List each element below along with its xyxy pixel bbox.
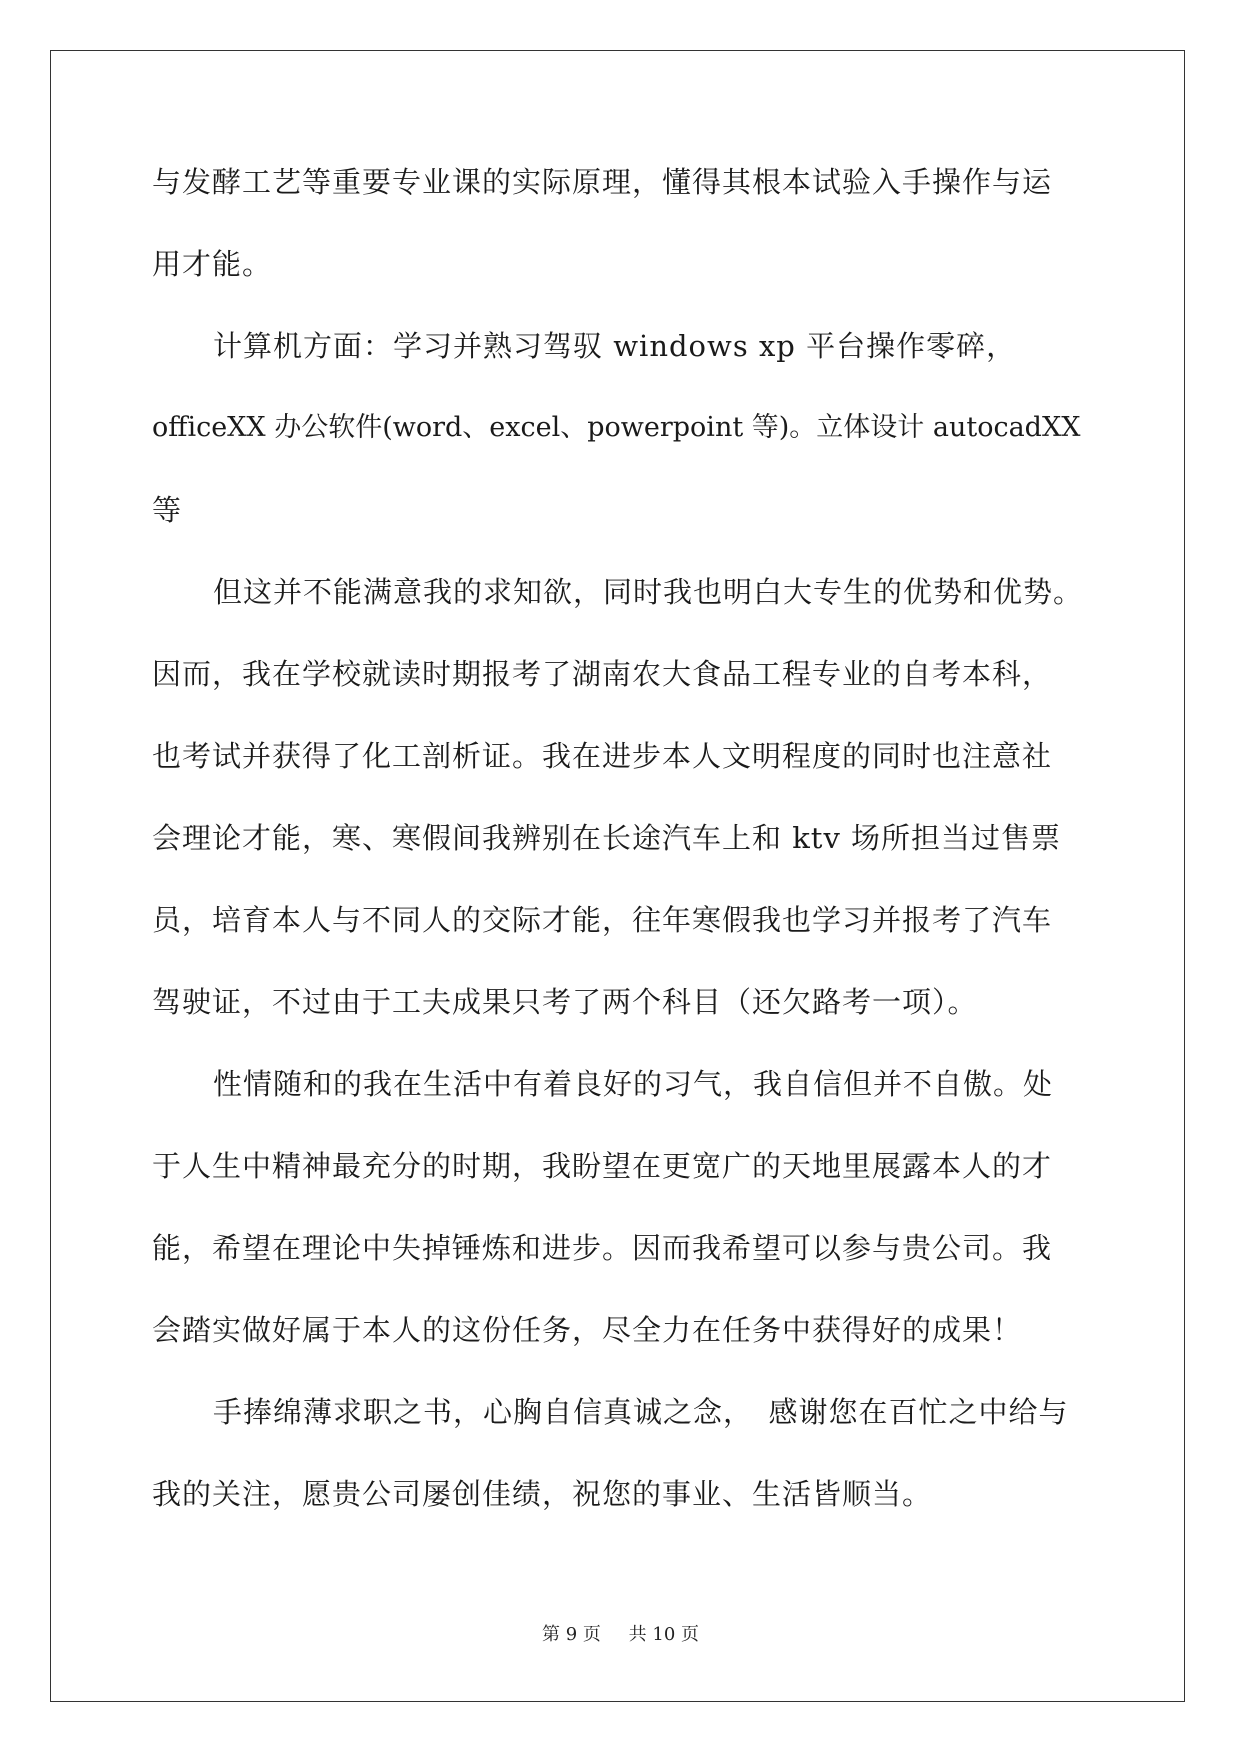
page-number: 第 9 页 (542, 1624, 601, 1645)
text-line: 于人生中精神最充分的时期，我盼望在更宽广的天地里展露本人的才 (152, 1149, 1053, 1183)
text-line: 等 (152, 493, 183, 527)
text-line: 性情随和的我在生活中有着良好的习气，我自信但并不自傲。处 (213, 1067, 1054, 1101)
text-line: 但这并不能满意我的求知欲，同时我也明白大专生的优势和优势。 (213, 575, 1084, 609)
page-footer (0, 1620, 1241, 1646)
text-line: 计算机方面：学习并熟习驾驭 windows xp 平台操作零碎， (213, 329, 1017, 363)
text-line: 会理论才能，寒、寒假间我辨别在长途汽车上和 ktv 场所担当过售票 (152, 821, 1062, 855)
document-body (152, 162, 1092, 1556)
page-count: 共 10 页 (628, 1624, 699, 1645)
text-line: 我的关注，愿贵公司屡创佳绩，祝您的事业、生活皆顺当。 (152, 1477, 933, 1511)
text-line: 用才能。 (152, 247, 273, 281)
text-line: 驾驶证，不过由于工夫成果只考了两个科目（还欠路考一项）。 (152, 985, 978, 1019)
text-line: officeXX 办公软件(word、excel、powerpoint 等)。立体设计 autocadXX (152, 412, 1081, 443)
text-line: 手捧绵薄求职之书，心胸自信真诚之念， 感谢您在百忙之中给与 (213, 1395, 1069, 1429)
text-line: 因而，我在学校就读时期报考了湖南农大食品工程专业的自考本科， (152, 657, 1053, 691)
text-line: 与发酵工艺等重要专业课的实际原理，懂得其根本试验入手操作与运 (152, 165, 1053, 199)
text-line: 员，培育本人与不同人的交际才能，往年寒假我也学习并报考了汽车 (152, 903, 1053, 937)
text-line: 能，希望在理论中失掉锤炼和进步。因而我希望可以参与贵公司。我 (152, 1231, 1053, 1265)
text-line: 会踏实做好属于本人的这份任务，尽全力在任务中获得好的成果！ (152, 1313, 1023, 1347)
text-line: 也考试并获得了化工剖析证。我在进步本人文明程度的同时也注意社 (152, 739, 1053, 773)
